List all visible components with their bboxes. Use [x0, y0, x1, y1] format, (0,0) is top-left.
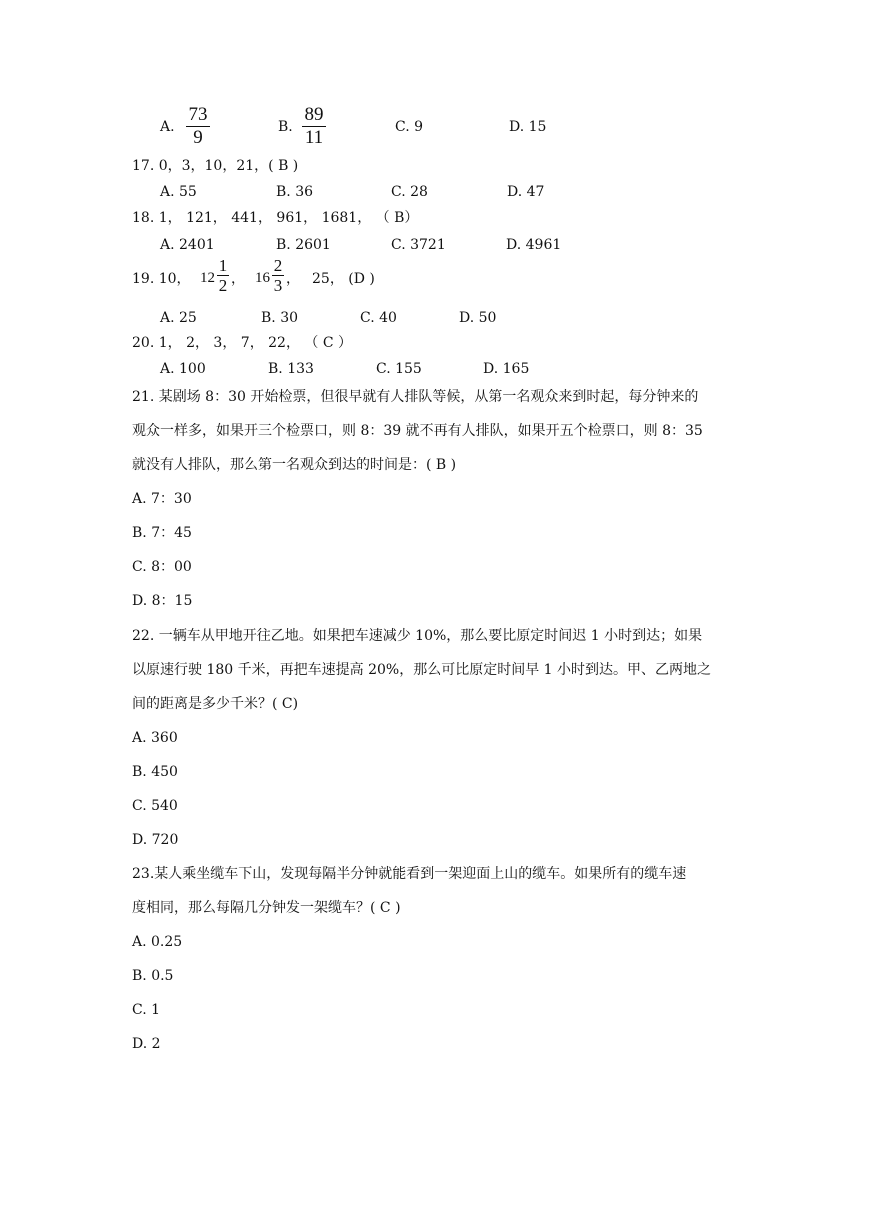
q20-option-d: D. 165: [483, 361, 530, 377]
q19-m1-numerator: 1: [218, 256, 228, 275]
q18-option-a: A. 2401: [160, 237, 215, 253]
q19-m2-numerator: 2: [273, 256, 283, 275]
q16-a-denominator: 9: [193, 127, 203, 148]
q19-lead: 19. 10，: [132, 271, 191, 287]
q19-option-a: A. 25: [160, 310, 197, 326]
q22-option-d: D. 720: [132, 832, 179, 848]
q18-option-d: D. 4961: [506, 237, 562, 253]
q20-stem: 20. 1， 2， 3， 7， 22， （ C ）: [132, 335, 353, 351]
q21-option-a: A. 7：30: [132, 491, 192, 507]
q22-option-a: A. 360: [132, 730, 178, 746]
q22-line-3: 间的距离是多少千米？( C): [132, 696, 299, 712]
q19-m2-denominator: 3: [273, 276, 283, 295]
q16-option-a-fraction: [186, 105, 210, 148]
q21-option-c: C. 8：00: [132, 559, 192, 575]
q20-option-b: B. 133: [268, 361, 314, 377]
q21-option-d: D. 8：15: [132, 593, 193, 609]
q21-line-1: 21. 某剧场 8：30 开始检票，但很早就有人排队等候，从第一名观众来到时起，每分钟来的: [132, 389, 699, 405]
q18-option-b: B. 2601: [276, 237, 331, 253]
q22-line-2: 以原速行驶 180 千米，再把车速提高 20%，那么可比原定时间早 1 小时到达。甲、乙两地之: [132, 662, 711, 678]
q22-option-c: C. 540: [132, 798, 178, 814]
q16-option-b-prefix: B.: [278, 119, 293, 135]
q16-option-c: C. 9: [395, 119, 424, 135]
q19-option-b: B. 30: [261, 310, 299, 326]
q23-option-d: D. 2: [132, 1036, 161, 1052]
q19-option-c: C. 40: [360, 310, 397, 326]
q23-line-2: 度相同，那么每隔几分钟发一架缆车？( C ): [132, 900, 401, 916]
q23-option-a: A. 0.25: [132, 934, 183, 950]
q16-option-b-fraction: [302, 105, 326, 148]
q17-option-b: B. 36: [276, 184, 314, 200]
q17-option-a: A. 55: [160, 184, 197, 200]
q23-option-c: C. 1: [132, 1002, 161, 1018]
q22-option-b: B. 450: [132, 764, 178, 780]
q19-m1-fraction: [217, 257, 229, 294]
q22-line-1: 22. 一辆车从甲地开往乙地。如果把车速减少 10%，那么要比原定时间迟 1 小时到达；如果: [132, 628, 703, 644]
q19-m2-fraction: [272, 257, 284, 294]
q17-stem: 17. 0，3，10，21，( B ): [132, 158, 299, 174]
q18-stem: 18. 1， 121， 441， 961， 1681， （ B）: [132, 210, 419, 226]
q19-m1-whole: 12: [200, 270, 215, 286]
q19-m1-denominator: 2: [218, 276, 228, 295]
q16-option-d: D. 15: [509, 119, 547, 135]
q17-option-d: D. 47: [507, 184, 545, 200]
q20-option-a: A. 100: [160, 361, 206, 377]
q19-option-d: D. 50: [459, 310, 497, 326]
q19-separator-2: ，: [286, 271, 300, 287]
q23-line-1: 23.某人乘坐缆车下山，发现每隔半分钟就能看到一架迎面上山的缆车。如果所有的缆车速: [132, 866, 687, 882]
q17-option-c: C. 28: [391, 184, 428, 200]
q19-m2-whole: 16: [255, 270, 270, 286]
q19-tail: 25， (D ): [312, 271, 375, 287]
q23-option-b: B. 0.5: [132, 968, 174, 984]
q21-option-b: B. 7：45: [132, 525, 192, 541]
q21-line-2: 观众一样多，如果开三个检票口，则 8：39 就不再有人排队，如果开五个检票口，则 8：35: [132, 423, 703, 439]
q21-line-3: 就没有人排队，那么第一名观众到达的时间是：( B ): [132, 457, 457, 473]
q19-separator-1: ，: [231, 271, 245, 287]
q20-option-c: C. 155: [376, 361, 422, 377]
q16-b-denominator: 11: [304, 127, 324, 148]
q16-b-numerator: 89: [304, 104, 324, 125]
q18-option-c: C. 3721: [391, 237, 446, 253]
q16-a-numerator: 73: [188, 104, 208, 125]
q16-option-a-prefix: A.: [160, 119, 175, 135]
